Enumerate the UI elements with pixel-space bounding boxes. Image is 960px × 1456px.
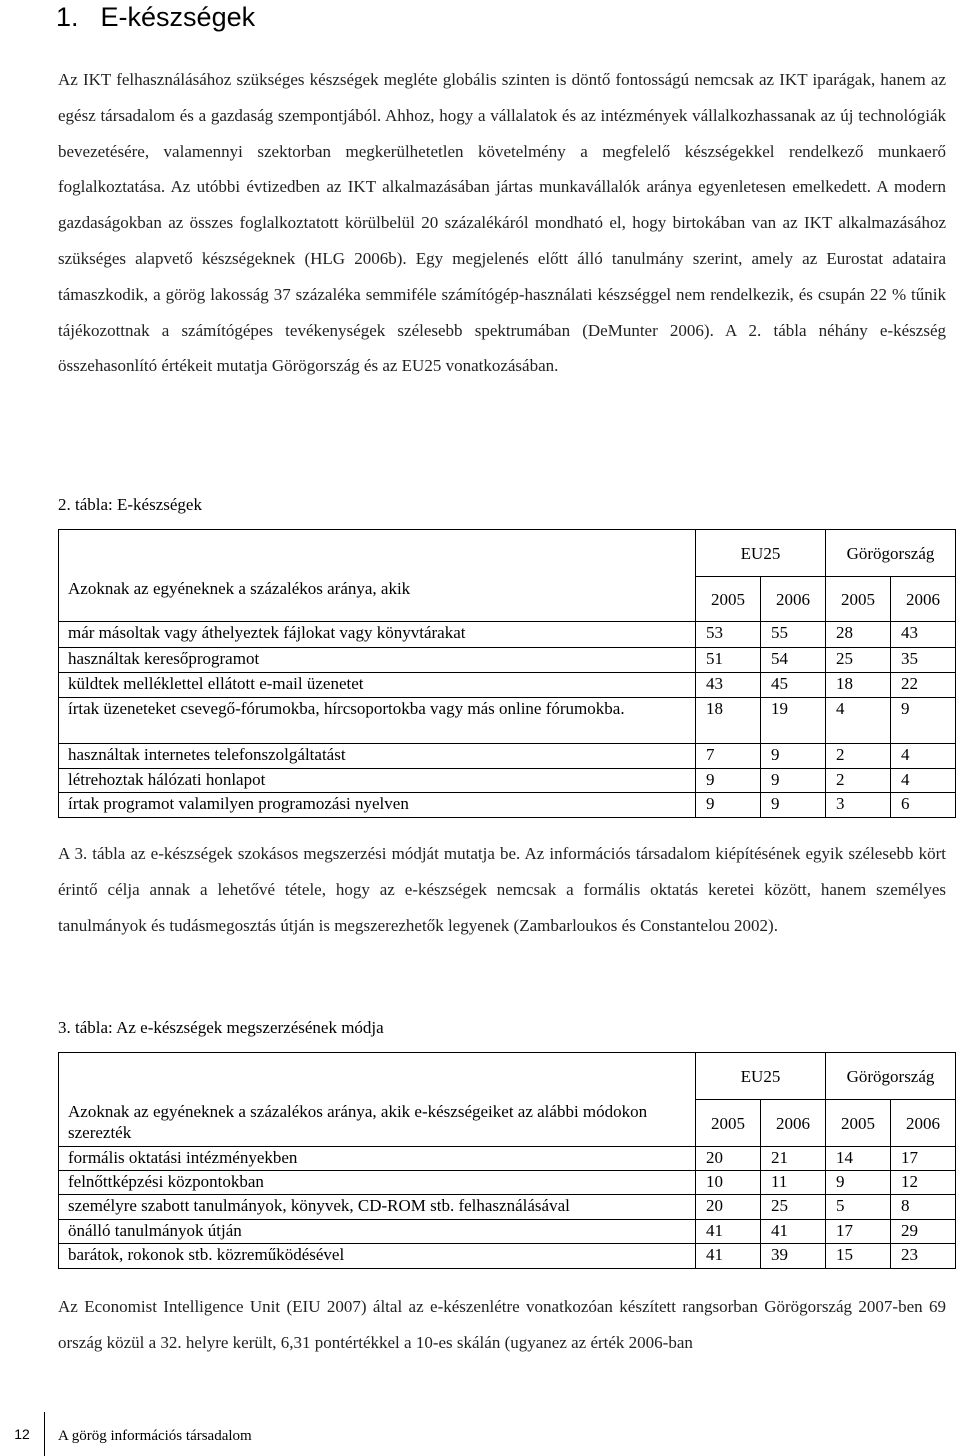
- row-label: személyre szabott tanulmányok, könyvek, CD-ROM stb. felhasználásával: [59, 1195, 696, 1220]
- table2-caption: 2. tábla: E-készségek: [58, 495, 202, 514]
- row-label: létrehoztak hálózati honlapot: [59, 769, 696, 793]
- page-title: [56, 0, 255, 34]
- table2-year: 2006: [891, 577, 956, 622]
- cell-value: 6: [891, 793, 956, 818]
- cell-value: 9: [761, 769, 826, 793]
- table3-group-greece: Görögország: [826, 1053, 956, 1100]
- table3-skill-acquisition: [58, 1052, 956, 1269]
- table2-year: 2005: [696, 577, 761, 622]
- table3-row-header: Azoknak az egyéneknek a százalékos aránya, akik e-készségeiket az alábbi módokon szerezték: [59, 1053, 696, 1147]
- cell-value: 39: [761, 1244, 826, 1269]
- table-row: [59, 793, 956, 818]
- cell-value: 15: [826, 1244, 891, 1269]
- table-row: [59, 744, 956, 769]
- cell-value: 10: [696, 1171, 761, 1195]
- cell-value: 41: [696, 1220, 761, 1244]
- paragraph-intro: Az IKT felhasználásához szükséges készségek megléte globális szinten is döntő fontosságú nemcsak az IKT iparágak, hanem az egész társadalom és a gazdaság szempontjából. Ahhoz, hogy a vállalatok és az intézmények vállalkozhassanak az új technológiák bevezetésére, valamennyi szektorban megkerülhetetlen követelmény a megfelelő készségekkel rendelkező munkaerő foglalkoztatása. Az utóbbi évtizedben az IKT alkalmazásában jártas munkavállalók aránya egyenletesen emelkedett. A modern gazdaságokban az összes foglalkoztatott körülbelül 20 százalékáról mondható el, hogy birtokában van az IKT alkalmazásához szükséges alapvető készségeknek (HLG 2006b). Egy megjelenés előtt álló tanulmány szerint, amely az Eurostat adataira támaszkodik, a görög lakosság 37 százaléka semmiféle számítógép-használati készséggel nem rendelkezik, és csupán 22 % tűnik tájékozottnak a számítógépes tevékenységek szélesebb spektrumában (DeMunter 2006). A 2. tábla néhány e-készség összehasonlító értékeit mutatja Görögország és az EU25 vonatkozásában.: [58, 70, 946, 376]
- table-row: [59, 1195, 956, 1220]
- cell-value: 54: [761, 648, 826, 673]
- table-row: [59, 1171, 956, 1195]
- table3-year: 2006: [761, 1100, 826, 1147]
- cell-value: 17: [891, 1147, 956, 1171]
- cell-value: 23: [891, 1244, 956, 1269]
- table-row: [59, 1147, 956, 1171]
- cell-value: 3: [826, 793, 891, 818]
- cell-value: 43: [696, 673, 761, 698]
- cell-value: 9: [761, 744, 826, 769]
- table2-e-skills: [58, 529, 956, 818]
- cell-value: 11: [761, 1171, 826, 1195]
- cell-value: 43: [891, 622, 956, 648]
- cell-value: 9: [891, 698, 956, 744]
- table2-year: 2005: [826, 577, 891, 622]
- row-label: önálló tanulmányok útján: [59, 1220, 696, 1244]
- cell-value: 9: [696, 793, 761, 818]
- cell-value: 25: [826, 648, 891, 673]
- cell-value: 25: [761, 1195, 826, 1220]
- cell-value: 21: [761, 1147, 826, 1171]
- table-row: [59, 1244, 956, 1269]
- cell-value: 7: [696, 744, 761, 769]
- row-label: írtak programot valamilyen programozási nyelven: [59, 793, 696, 818]
- cell-value: 20: [696, 1147, 761, 1171]
- cell-value: 41: [761, 1220, 826, 1244]
- table2-row-header: Azoknak az egyéneknek a százalékos aránya, akik: [59, 530, 696, 622]
- table-row: [59, 1220, 956, 1244]
- table-row: [59, 769, 956, 793]
- cell-value: 18: [696, 698, 761, 744]
- cell-value: 20: [696, 1195, 761, 1220]
- cell-value: 29: [891, 1220, 956, 1244]
- cell-value: 8: [891, 1195, 956, 1220]
- cell-value: 18: [826, 673, 891, 698]
- table3-caption: 3. tábla: Az e-készségek megszerzésének módja: [58, 1018, 384, 1037]
- row-label: írtak üzeneteket csevegő-fórumokba, hírcsoportokba vagy más online fórumokba.: [59, 698, 696, 744]
- cell-value: 9: [696, 769, 761, 793]
- cell-value: 4: [891, 744, 956, 769]
- table-row: [59, 673, 956, 698]
- cell-value: 12: [891, 1171, 956, 1195]
- cell-value: 9: [826, 1171, 891, 1195]
- row-label: már másoltak vagy áthelyeztek fájlokat vagy könyvtárakat: [59, 622, 696, 648]
- table3-year: 2005: [696, 1100, 761, 1147]
- running-title: A görög információs társadalom: [58, 1428, 252, 1444]
- row-label: küldtek melléklettel ellátott e-mail üzenetet: [59, 673, 696, 698]
- row-label: használtak internetes telefonszolgáltatást: [59, 744, 696, 769]
- table2-group-eu25: EU25: [696, 530, 826, 577]
- cell-value: 35: [891, 648, 956, 673]
- cell-value: 14: [826, 1147, 891, 1171]
- row-label: barátok, rokonok stb. közreműködésével: [59, 1244, 696, 1269]
- table3-group-eu25: EU25: [696, 1053, 826, 1100]
- section-number: 1.: [56, 2, 79, 32]
- cell-value: 53: [696, 622, 761, 648]
- cell-value: 2: [826, 744, 891, 769]
- cell-value: 28: [826, 622, 891, 648]
- cell-value: 51: [696, 648, 761, 673]
- cell-value: 17: [826, 1220, 891, 1244]
- cell-value: 45: [761, 673, 826, 698]
- cell-value: 4: [891, 769, 956, 793]
- table3-year: 2005: [826, 1100, 891, 1147]
- section-title: E-készségek: [100, 2, 256, 32]
- footer-divider: [44, 1412, 45, 1456]
- cell-value: 55: [761, 622, 826, 648]
- cell-value: 4: [826, 698, 891, 744]
- cell-value: 19: [761, 698, 826, 744]
- paragraph-acquisition: A 3. tábla az e-készségek szokásos megszerzési módját mutatja be. Az információs társadalom kiépítésének egyik szélesebb kört érintő célja annak a lehetővé tétele, hogy az e-készségek nemcsak a formális oktatás keretei között, hanem személyes tanulmányok és tudásmegosztás útján is megszerezhetők legyenek (Zambarloukos és Constantelou 2002).: [58, 844, 946, 935]
- cell-value: 2: [826, 769, 891, 793]
- cell-value: 9: [761, 793, 826, 818]
- table2-group-greece: Görögország: [826, 530, 956, 577]
- row-label: formális oktatási intézményekben: [59, 1147, 696, 1171]
- table-row: [59, 648, 956, 673]
- cell-value: 22: [891, 673, 956, 698]
- table3-year: 2006: [891, 1100, 956, 1147]
- row-label: felnőttképzési központokban: [59, 1171, 696, 1195]
- page-number: 12: [14, 1426, 30, 1442]
- table-row: [59, 698, 956, 744]
- cell-value: 5: [826, 1195, 891, 1220]
- cell-value: 41: [696, 1244, 761, 1269]
- table-row: [59, 622, 956, 648]
- table2-year: 2006: [761, 577, 826, 622]
- row-label: használtak keresőprogramot: [59, 648, 696, 673]
- paragraph-eiu: Az Economist Intelligence Unit (EIU 2007) által az e-készenlétre vonatkozóan készített rangsorban Görögország 2007-ben 69 ország közül a 32. helyre került, 6,31 pontértékkel a 10-es skálán (ugyanez az érték 2006-ban: [58, 1297, 946, 1352]
